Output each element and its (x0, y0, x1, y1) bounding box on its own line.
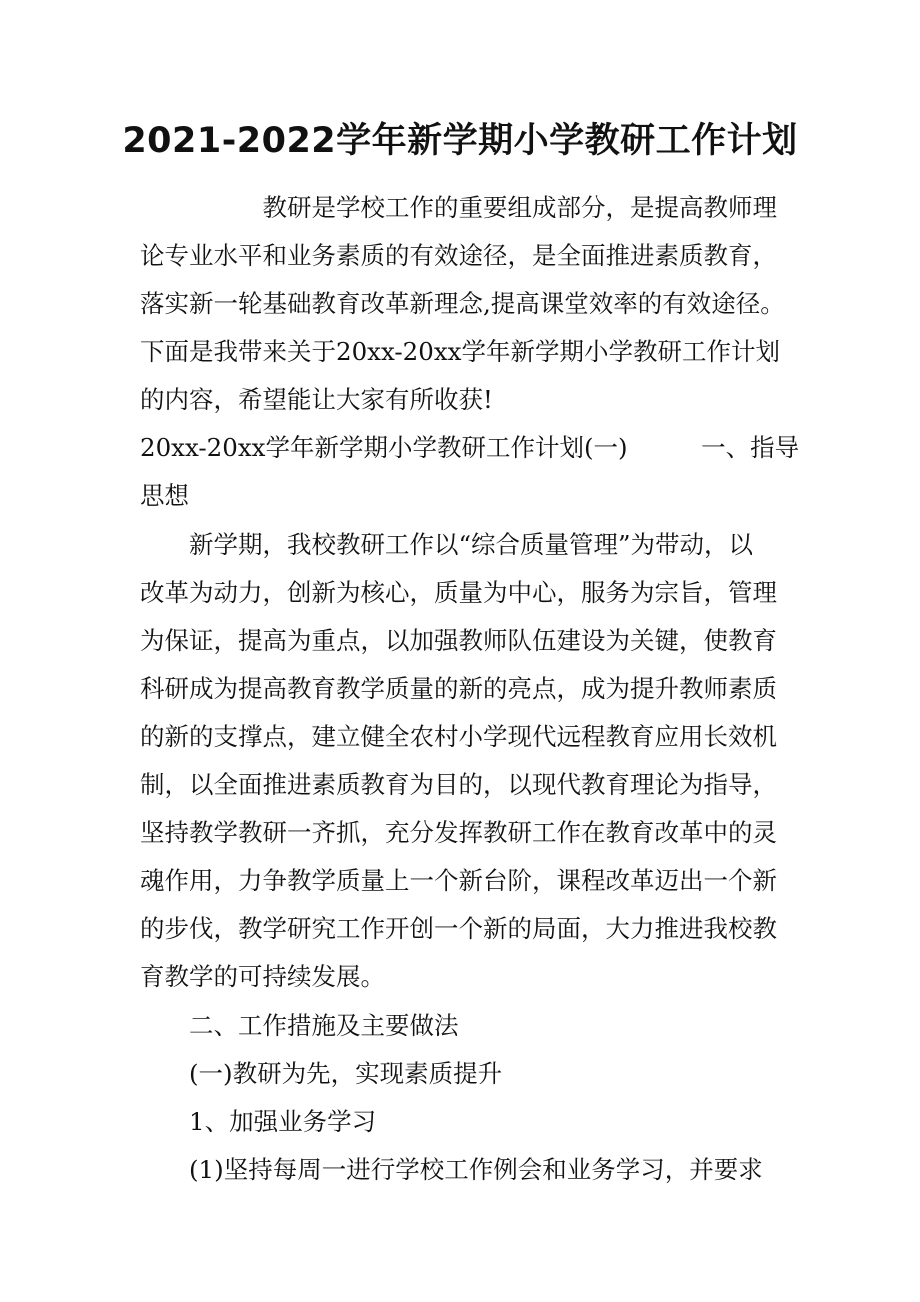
body-line: 落实新一轮基础教育改革新理念,提高课堂效率的有效途径。 (140, 289, 785, 318)
body-line: 论专业水平和业务素质的有效途径，是全面推进素质教育， (140, 241, 777, 270)
body-line: 为保证，提高为重点，以加强教师队伍建设为关键，使教育 (140, 626, 777, 655)
body-line: (1)坚持每周一进行学校工作例会和业务学习，并要求 (140, 1155, 763, 1184)
body-line: 下面是我带来关于20xx-20xx学年新学期小学教研工作计划 (140, 337, 780, 366)
body-line: 魂作用，力争教学质量上一个新台阶，课程改革迈出一个新 (140, 866, 777, 895)
body-line: 的新的支撑点，建立健全农村小学现代远程教育应用长效机 (140, 722, 777, 751)
body-line: 制，以全面推进素质教育为目的，以现代教育理论为指导， (140, 770, 777, 799)
body-line: 的内容，希望能让大家有所收获! (140, 385, 493, 414)
subsection-heading-line: (一)教研为先，实现素质提升 (140, 1059, 503, 1088)
document-title: 2021-2022学年新学期小学教研工作计划 (122, 121, 798, 161)
section-heading-line: 二、工作措施及主要做法 (140, 1011, 459, 1040)
section-heading-line: 思想 (140, 481, 189, 510)
body-line: 改革为动力，创新为核心，质量为中心，服务为宗旨，管理 (140, 578, 777, 607)
body-line: 的步伐，教学研究工作开创一个新的局面，大力推进我校教 (140, 914, 777, 943)
subsection-heading-line: 1、加强业务学习 (140, 1107, 377, 1136)
body-line: 教研是学校工作的重要组成部分，是提高教师理 (140, 193, 777, 222)
section-heading-line: 20xx-20xx学年新学期小学教研工作计划(一) 一、指导 (140, 433, 800, 462)
body-line: 科研成为提高教育教学质量的新的亮点，成为提升教师素质 (140, 674, 777, 703)
body-line: 育教学的可持续发展。 (140, 962, 385, 991)
body-line: 坚持教学教研一齐抓，充分发挥教研工作在教育改革中的灵 (140, 818, 777, 847)
body-line: 新学期，我校教研工作以“综合质量管理”为带动，以 (140, 530, 754, 559)
